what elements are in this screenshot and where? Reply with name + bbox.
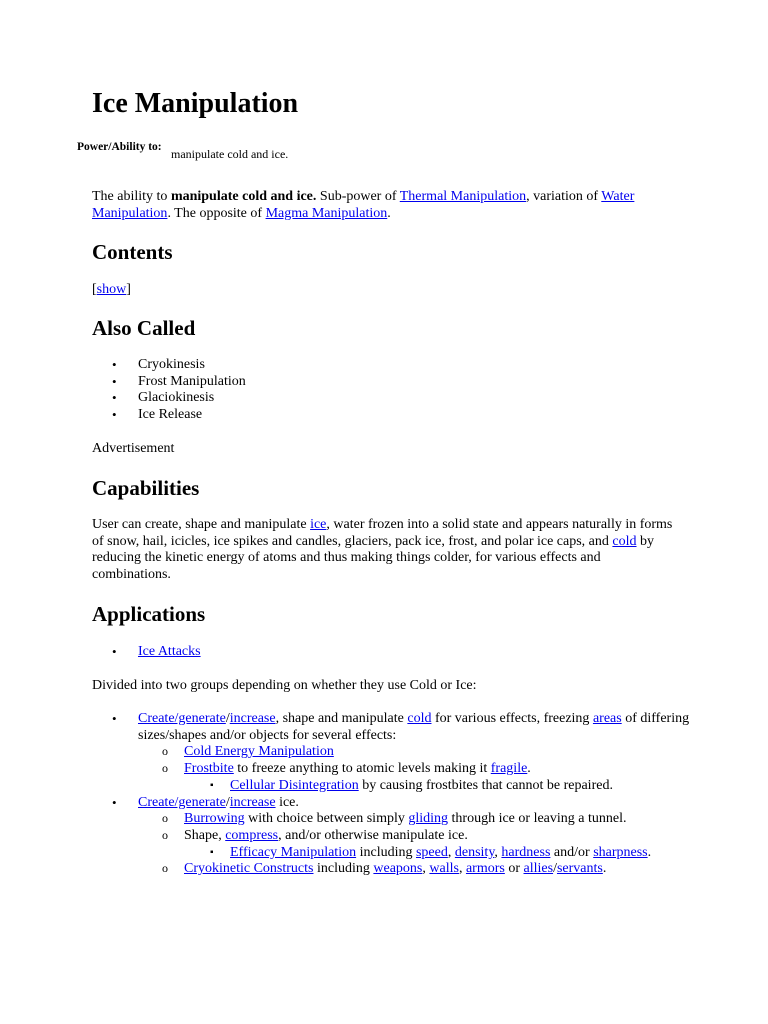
density-link[interactable]: density (454, 844, 495, 860)
list-item: ▪ Cellular Disintegration by causing frostbites that cannot be repaired. (184, 778, 692, 795)
thermal-manipulation-link[interactable]: Thermal Manipulation (399, 189, 527, 204)
applications-heading: Applications (92, 602, 206, 626)
cold-link[interactable]: cold (612, 533, 637, 549)
ice-link[interactable]: ice (310, 517, 327, 532)
list-item: o Burrowing with choice between simply gliding through ice or leaving a tunnel. (138, 811, 692, 828)
increase-link[interactable]: increase (229, 711, 276, 726)
advertisement-label: Advertisement (92, 441, 175, 456)
list-item: • Create/generate/increase, shape and manipulate cold for various effects, freezing areas of differing sizes/shapes and/or objects for several effects: o Cold Energy Manipulation o Frostbite to freeze anything to atomic levels making it fragile. ▪ Cellular Disintegration by causing frostbites that cannot be repaired. (92, 711, 692, 795)
list-item: • Ice Release (92, 407, 692, 424)
allies-link[interactable]: allies (523, 861, 554, 877)
list-item (92, 644, 692, 661)
ice-attacks-link[interactable]: Ice Attacks (138, 644, 201, 659)
hardness-link[interactable]: hardness (501, 844, 551, 860)
servants-link[interactable]: servants (556, 861, 603, 877)
frostbite-sublist (184, 778, 692, 795)
areas-link[interactable]: areas (592, 711, 622, 726)
compress-link[interactable]: compress (225, 827, 279, 843)
show-contents-link[interactable]: show (96, 282, 127, 297)
groups-list (92, 711, 692, 878)
contents-heading: Contents (92, 240, 173, 264)
frostbite-link[interactable]: Frostbite (184, 761, 234, 777)
list-item (138, 744, 692, 761)
cold-energy-manipulation-link[interactable]: Cold Energy Manipulation (184, 744, 334, 760)
list-item: • Cryokinesis (92, 357, 692, 374)
list-item: • Create/generate/increase ice. o Burrowing with choice between simply gliding through ice or leaving a tunnel. o Shape, compress, and/or otherwise manipulate ice. ▪ Efficacy Manipulation including speed, density, hardness and/or sharpness. o Cryokinetic Constructs including weapons, walls, armors or allies/servants. (92, 795, 692, 879)
list-item: ▪ Efficacy Manipulation including speed, density, hardness and/or sharpness. (184, 845, 692, 862)
infobox-label: Power/Ability to: (77, 141, 162, 153)
shape-sublist (184, 845, 692, 862)
cryokinetic-constructs-link[interactable]: Cryokinetic Constructs (184, 861, 314, 877)
page-title: Ice Manipulation (92, 88, 299, 119)
burrowing-link[interactable]: Burrowing (184, 811, 245, 827)
applications-list (92, 644, 692, 661)
list-item: o Shape, compress, and/or otherwise manipulate ice. ▪ Efficacy Manipulation including speed, density, hardness and/or sharpness. (138, 828, 692, 861)
intro-paragraph: The ability to manipulate cold and ice. Sub-power of Thermal Manipulation, variation of Water Manipulation. The opposite of Magma Manipulation. (92, 189, 635, 221)
weapons-link[interactable]: weapons (373, 861, 423, 877)
list-item: • Glaciokinesis (92, 390, 692, 407)
sharpness-link[interactable]: sharpness (593, 844, 648, 860)
increase-link[interactable]: increase (229, 794, 276, 810)
efficacy-manipulation-link[interactable]: Efficacy Manipulation (230, 844, 357, 860)
list-item: • Frost Manipulation (92, 374, 692, 391)
create-generate-link[interactable]: Create/generate (138, 794, 226, 810)
armors-link[interactable]: armors (465, 861, 505, 877)
list-item: o Frostbite to freeze anything to atomic levels making it fragile. ▪ Cellular Disintegration by causing frostbites that cannot be repaired. (138, 761, 692, 794)
cold-sublist (138, 744, 692, 794)
cellular-disintegration-link[interactable]: Cellular Disintegration (230, 777, 359, 793)
gliding-link[interactable]: gliding (408, 811, 449, 827)
contents-toggle: [show] (92, 282, 131, 297)
ice-sublist (138, 811, 692, 878)
create-generate-link[interactable]: Create/generate (138, 711, 226, 726)
groups-description: Divided into two groups depending on whether they use Cold or Ice: (92, 678, 477, 693)
fragile-link[interactable]: fragile (490, 761, 528, 777)
capabilities-heading: Capabilities (92, 476, 200, 500)
also-called-heading: Also Called (92, 316, 196, 340)
speed-link[interactable]: speed (415, 844, 448, 860)
infobox-value: manipulate cold and ice. (171, 147, 289, 161)
also-called-list (92, 357, 692, 424)
walls-link[interactable]: walls (429, 861, 459, 877)
capabilities-paragraph: User can create, shape and manipulate ice, water frozen into a solid state and appears naturally in forms of snow, hail, icicles, ice spikes and candles, glaciers, pack ice, frost, and polar ice caps, and cold by reducing the kinetic energy of atoms and thus making things colder, for various effects and combinations. (92, 517, 673, 582)
list-item: o Cryokinetic Constructs including weapons, walls, armors or allies/servants. (138, 861, 692, 878)
water-manipulation-link[interactable]: Water Manipulation (92, 189, 635, 221)
cold-link[interactable]: cold (407, 711, 432, 726)
magma-manipulation-link[interactable]: Magma Manipulation (265, 205, 388, 221)
